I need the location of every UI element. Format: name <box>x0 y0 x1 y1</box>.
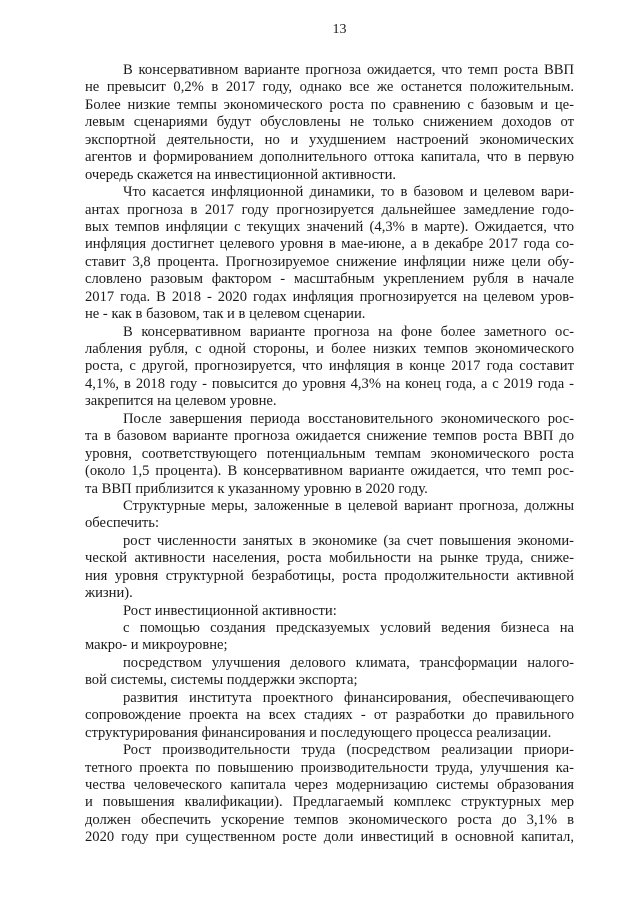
text-line: не превысит 0,2% в 2017 году, однако все же останется положительным. <box>85 79 574 96</box>
text-line: уровня, соответствующего потенциальным темпам экономического роста <box>85 445 574 462</box>
text-line: сопровождение проекта на всех стадиях - от разработки до правильного <box>85 707 574 724</box>
paragraph <box>85 690 574 742</box>
text-line: Рост производительности труда (посредством реализации приори- <box>123 742 574 759</box>
paragraph <box>85 620 574 655</box>
page-number: 13 <box>332 22 347 37</box>
text-line: словлено разовым фактором - масштабным укреплением рубля в начале <box>85 271 574 288</box>
text-line: инфляция достигнет целевого уровня в мае-июне, а в декабре 2017 года со- <box>85 236 574 253</box>
paragraph <box>85 603 574 620</box>
paragraph <box>85 411 574 498</box>
text-line: очередь скажется на инвестиционной активности. <box>85 166 397 183</box>
text-line: ческой активности населения, роста мобильности на рынке труда, сниже- <box>85 550 574 567</box>
text-line: В консервативном варианте прогноза на фоне более заметного ос- <box>123 323 574 340</box>
text-line: не - как в базовом, так и в целевом сценарии. <box>85 306 366 323</box>
text-line: вых темпов инфляции с текущих значений (4,3% в марте). Ожидается, что <box>85 218 574 235</box>
text-line: Рост инвестиционной активности: <box>123 602 337 619</box>
text-line: чества человеческого капитала через модернизацию системы образования <box>85 776 574 793</box>
text-line: экспортной деятельности, но и ухудшением настроений экономических <box>85 131 574 148</box>
paragraph <box>85 498 574 533</box>
paragraph <box>85 655 574 690</box>
text-line: Что касается инфляционной динамики, то в базовом и целевом вари- <box>123 184 574 201</box>
text-line: 2017 года. В 2018 - 2020 годах инфляция прогнозируется на целевом уров- <box>85 288 574 305</box>
text-line: рост численности занятых в экономике (за счет повышения экономи- <box>123 532 574 549</box>
text-line: агентов и формированием дополнительного оттока капитала, что в первую <box>85 149 574 166</box>
text-line: антах прогноза в 2017 году прогнозируется дальнейшее замедление годо- <box>85 201 574 218</box>
text-line: структурирования финансирования и последующего процесса реализации. <box>85 724 552 741</box>
paragraph <box>85 533 574 603</box>
text-line: В консервативном варианте прогноза ожидается, что темп роста ВВП <box>123 62 574 78</box>
text-line: лабления рубля, с одной стороны, и более низких темпов экономического <box>85 341 574 357</box>
text-line: Более низкие темпы экономического роста по сравнению с базовым и це- <box>85 96 574 113</box>
text-line: с помощью создания предсказуемых условий ведения бизнеса на <box>123 620 574 636</box>
text-line: должен обеспечить ускорение темпов экономического роста до 3,1% в <box>85 811 574 828</box>
paragraph <box>85 62 574 184</box>
text-line: развития института проектного финансирования, обеспечивающего <box>123 689 574 706</box>
paragraph <box>85 184 574 324</box>
text-line: 4,1%, в 2018 году - повысится до уровня 4,3% на конец года, а с 2019 года - <box>85 375 574 392</box>
text-line: тетного проекта по повышению производительности труда, улучшения ка- <box>85 759 574 776</box>
text-line: жизни). <box>85 585 133 602</box>
text-line: После завершения периода восстановительного экономического рос- <box>123 410 574 427</box>
text-line: левым сценариями будут обусловлены не только снижением доходов от <box>85 114 574 131</box>
body-text <box>85 62 574 847</box>
text-line: 2020 году при существенном росте доли инвестиций в основной капитал, <box>85 829 574 846</box>
text-line: ния уровня структурной безработицы, роста продолжительности активной <box>85 567 574 584</box>
text-line: Структурные меры, заложенные в целевой вариант прогноза, должны <box>123 497 574 514</box>
paragraph <box>85 742 574 847</box>
text-line: обеспечить: <box>85 515 160 532</box>
paragraph <box>85 324 574 411</box>
text-line: (около 1,5 процента). В консервативном варианте ожидается, что темп рос- <box>85 463 574 480</box>
text-line: закрепится на целевом уровне. <box>85 393 277 410</box>
text-line: та в базовом варианте прогноза ожидается снижение темпов роста ВВП до <box>85 428 574 445</box>
text-line: и повышения квалификации). Предлагаемый комплекс структурных мер <box>85 794 574 811</box>
text-line: посредством улучшения делового климата, трансформации налого- <box>123 654 574 671</box>
text-line: роста, с другой, прогнозируется, что инфляция в конце 2017 года составит <box>85 358 574 375</box>
text-line: макро- и микроуровне; <box>85 637 228 654</box>
text-line: ставит 3,8 процента. Прогнозируемое снижение инфляции ниже цели обу- <box>85 253 574 270</box>
text-line: вой системы, системы поддержки экспорта; <box>85 672 358 689</box>
text-line: та ВВП приблизится к указанному уровню в 2020 году. <box>85 480 428 497</box>
